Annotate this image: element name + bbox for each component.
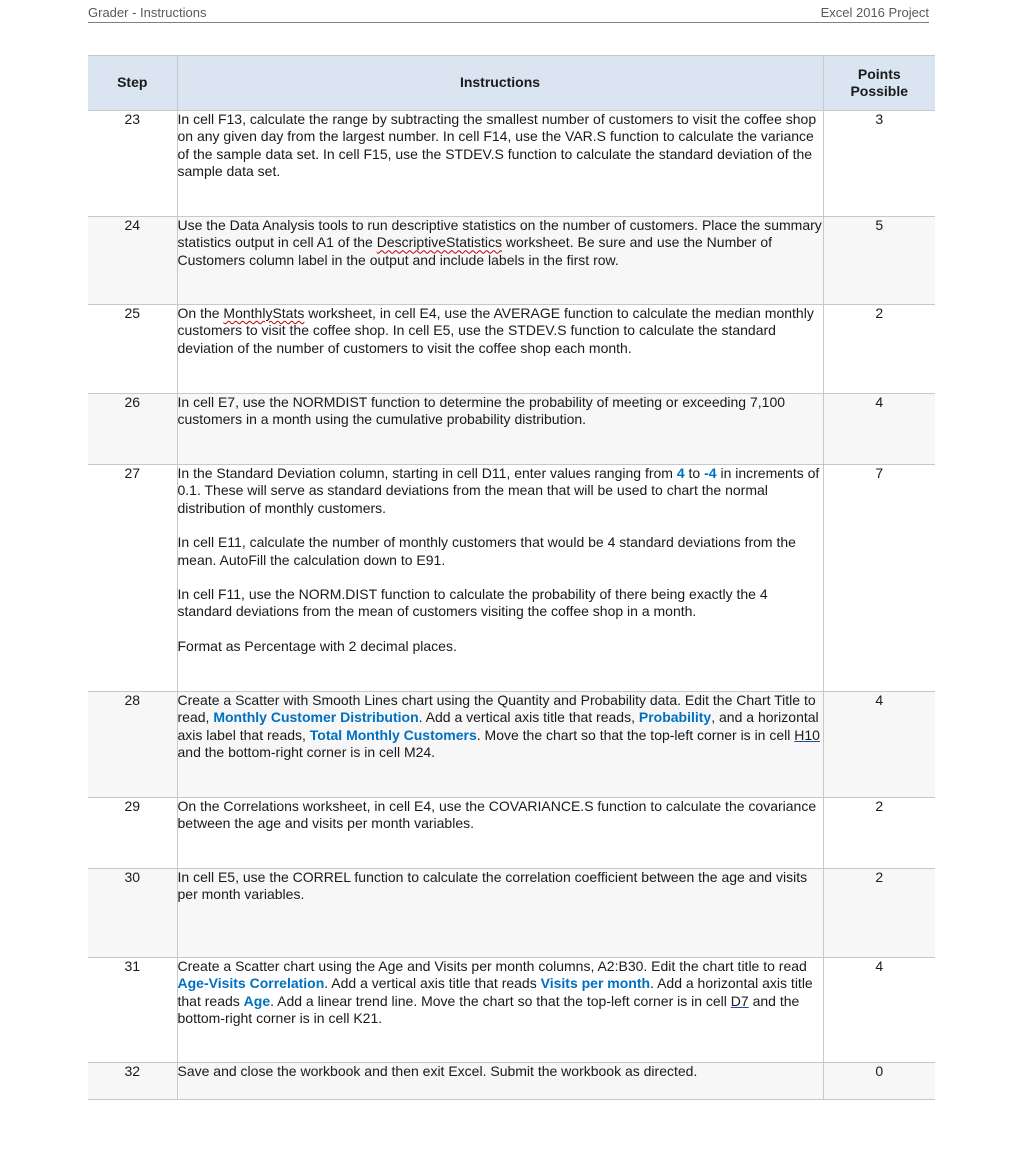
text-run: Create a Scatter chart using the Age and Visits per month columns, A2:B30. Edit the chart title to read (177, 958, 807, 974)
highlight-value: 4 (676, 465, 685, 481)
instruction-text (177, 692, 823, 798)
text-run: and the bottom-right corner is in cell K21. (177, 992, 800, 1027)
instructions-table (88, 55, 935, 1100)
text-run: . Add a horizontal axis title that reads (177, 975, 813, 1009)
highlight-value: Total Monthly Customers (309, 726, 477, 743)
col-header-instructions: Instructions (177, 56, 823, 111)
table-row (88, 465, 935, 692)
instruction-text (177, 798, 823, 869)
step-number: 30 (88, 869, 177, 958)
step-number: 31 (88, 958, 177, 1063)
instruction-text (177, 217, 823, 305)
instruction-text (177, 869, 823, 958)
text-run: . Add a vertical axis title that reads, (418, 709, 639, 726)
col-header-points-line1: Points (857, 65, 901, 82)
instruction-paragraph: In cell E11, calculate the number of monthly customers that would be 4 standard deviations from the mean. AutoFill the calculation down to E91. (177, 534, 796, 568)
highlight-value: -4 (704, 465, 717, 481)
points-value: 4 (823, 692, 935, 798)
cell-reference: D7 (730, 992, 749, 1009)
text-run: Create a Scatter with Smooth Lines chart using the Quantity and Probability data. Edit the Chart Title to read, (177, 692, 816, 726)
step-number: 27 (88, 465, 177, 692)
instruction-paragraph: In cell E7, use the NORMDIST function to determine the probability of meeting or exceeding 7,100 customers in a month using the cumulative probability distribution. (177, 394, 786, 428)
table-header-row (88, 56, 935, 111)
step-number: 25 (88, 305, 177, 394)
points-value: 4 (823, 958, 935, 1063)
points-value: 7 (823, 465, 935, 692)
highlight-value: Age-Visits Correlation (177, 975, 325, 992)
points-value: 2 (823, 869, 935, 958)
instruction-paragraph: On the Correlations worksheet, in cell E4, use the COVARIANCE.S function to calculate the covariance between the age and visits per month variables. (177, 798, 817, 832)
step-number: 29 (88, 798, 177, 869)
points-value: 0 (823, 1063, 935, 1100)
points-value: 2 (823, 798, 935, 869)
instruction-text (177, 465, 823, 692)
highlight-value: Monthly Customer Distribution (213, 709, 419, 726)
instruction-paragraph (178, 465, 823, 517)
cell-reference: H10 (794, 726, 820, 743)
page-header (88, 4, 929, 23)
table-row (88, 394, 935, 465)
instruction-paragraph (178, 692, 823, 762)
highlight-value: Age (243, 992, 271, 1009)
text-run: In the Standard Deviation column, starting in cell D11, enter values ranging from (177, 465, 677, 481)
table-row (88, 869, 935, 958)
header-right-title: Excel 2016 Project (820, 5, 929, 20)
instruction-paragraph: In cell F11, use the NORM.DIST function to calculate the probability of there being exactly the 4 standard deviations from the mean of customers visiting the coffee shop in a month. (177, 586, 768, 620)
text-run: . Move the chart so that the top-left corner is in cell (476, 726, 795, 743)
text-run: On the (177, 305, 224, 321)
instruction-paragraph (178, 305, 823, 357)
worksheet-name: MonthlyStats (223, 305, 305, 321)
table-row (88, 692, 935, 798)
text-run: Use the Data Analysis tools to run descriptive statistics on the number of customers. Place the summary statistics output in cell A1 of the (177, 217, 822, 251)
text-run: , and a horizontal axis label that reads, (177, 709, 819, 743)
points-value: 5 (823, 217, 935, 305)
instruction-text (177, 958, 823, 1063)
instruction-paragraph: Save and close the workbook and then exit Excel. Submit the workbook as directed. (177, 1063, 698, 1079)
step-number: 32 (88, 1063, 177, 1100)
table-row (88, 111, 935, 217)
text-run: and the bottom-right corner is in cell M24. (177, 744, 436, 761)
highlight-value: Visits per month (540, 975, 651, 992)
table-row (88, 798, 935, 869)
instruction-text (177, 305, 823, 394)
points-value: 4 (823, 394, 935, 465)
instruction-paragraph: Format as Percentage with 2 decimal places. (177, 637, 457, 654)
text-run: . Add a linear trend line. Move the chart so that the top-left corner is in cell (270, 992, 731, 1009)
instruction-text (177, 394, 823, 465)
points-value: 2 (823, 305, 935, 394)
table-row (88, 1063, 935, 1100)
col-header-points-line2: Possible (850, 83, 909, 99)
instruction-paragraph: In cell E5, use the CORREL function to calculate the correlation coefficient between the age and visits per month variables. (177, 869, 808, 903)
step-number: 24 (88, 217, 177, 305)
text-run: worksheet. Be sure and use the Number of Customers column label in the output and include labels in the first row. (177, 234, 773, 268)
text-run: in increments of 0.1. These will serve as standard deviations from the mean that will be used to chart the normal distribution of monthly customers. (177, 465, 820, 516)
instruction-paragraph: In cell F13, calculate the range by subtracting the smallest number of customers to visit the coffee shop on any given day from the largest number. In cell F14, use the VAR.S function to calculate the variance of the sample data set. In cell F15, use the STDEV.S function to calculate the standard deviation of the sample data set. (177, 111, 817, 180)
text-run: . Add a vertical axis title that reads (324, 975, 541, 992)
step-number: 28 (88, 692, 177, 798)
instruction-paragraph (178, 217, 823, 269)
step-number: 23 (88, 111, 177, 217)
col-header-points (823, 56, 935, 111)
text-run: to (684, 465, 705, 481)
instruction-text (177, 1063, 823, 1100)
instruction-paragraph (178, 958, 823, 1028)
highlight-value: Probability (638, 709, 712, 726)
table-row (88, 305, 935, 394)
col-header-step: Step (88, 56, 177, 111)
instruction-text (177, 111, 823, 217)
points-value: 3 (823, 111, 935, 217)
worksheet-name: DescriptiveStatistics (376, 234, 502, 251)
text-run: worksheet, in cell E4, use the AVERAGE function to calculate the median monthly customers to visit the coffee shop. In cell E5, use the STDEV.S function to calculate the standard deviation of the number of customers to visit the coffee shop each month. (177, 305, 814, 356)
header-left-title: Grader - Instructions (88, 5, 207, 20)
table-row (88, 958, 935, 1063)
step-number: 26 (88, 394, 177, 465)
table-row (88, 217, 935, 305)
